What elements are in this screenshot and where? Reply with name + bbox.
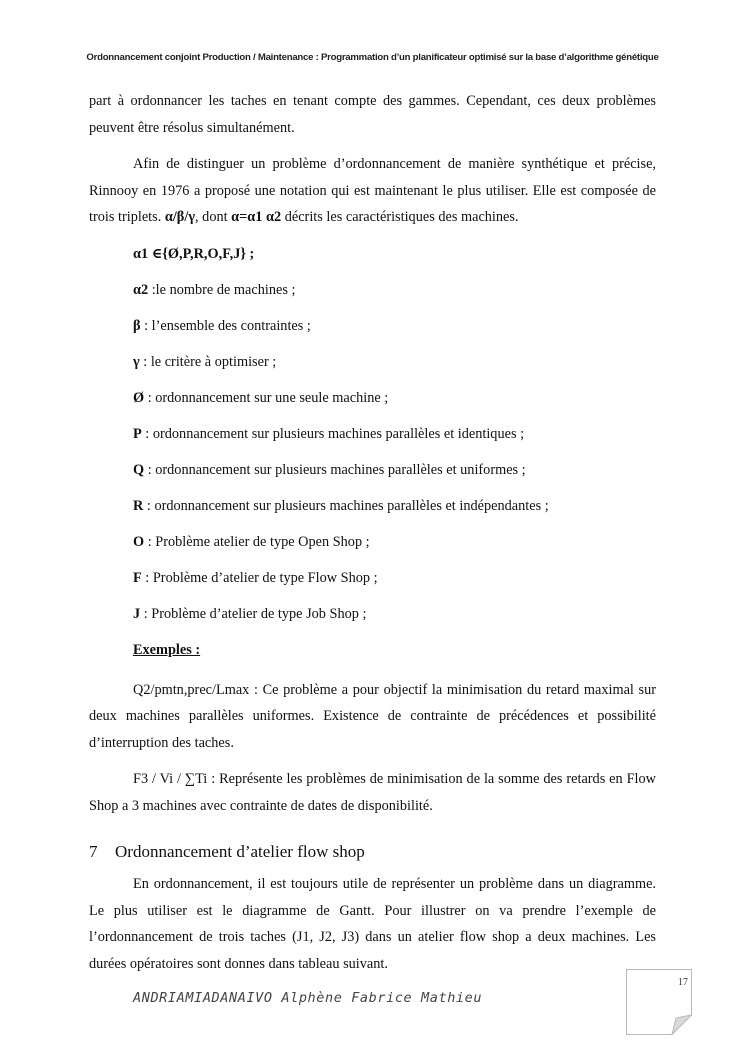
list-desc: : ordonnancement sur une seule machine ; — [144, 389, 389, 406]
list-term: O — [133, 533, 145, 550]
list-desc: : ordonnancement sur plusieurs machines parallèles et identiques ; — [141, 425, 525, 442]
list-desc: : l’ensemble des contraintes ; — [140, 317, 311, 334]
list-item — [89, 533, 656, 551]
paragraph-notation-intro — [89, 151, 656, 231]
running-header: Ordonnancement conjoint Production / Maintenance : Programmation d’un planificateur optimisé sur la base d’algorithme génétique — [86, 52, 659, 63]
list-term: F — [133, 569, 142, 586]
list-desc: : Problème d’atelier de type Flow Shop ; — [141, 569, 378, 586]
examples-heading: Exemples : — [133, 641, 201, 658]
list-item — [89, 245, 656, 263]
alpha-definition: α=α1 α2 — [231, 209, 282, 225]
list-desc: : ordonnancement sur plusieurs machines parallèles et indépendantes ; — [143, 497, 549, 514]
section-paragraph: En ordonnancement, il est toujours utile de représenter un problème dans un diagramme. Le plus utiliser est le diagramme de Gantt. Pour illustrer on va prendre l’exemple de l’ordonnancement de trois taches (J1, J2, J3) dans un atelier flow shop a deux machines. Les durées opératoires sont donnes dans tableau suivant. — [89, 876, 656, 972]
list-term: β — [133, 317, 141, 334]
list-term: α1 ∈{Ø,P,R,O,F,J} ; — [133, 245, 255, 262]
footer-author: ANDRIAMIADANAIVO Alphène Fabrice Mathieu — [133, 990, 483, 1006]
page-number: 17 — [678, 977, 688, 988]
list-term: J — [133, 605, 141, 622]
notation-intro-text: Afin de distinguer un problème d’ordonnancement de manière synthétique et précise, Rinnooy en 1976 a proposé une notation qui est maintenant le plus utiliser. Elle est composée de trois triplets. — [89, 156, 656, 225]
example-paragraph-2: F3 / Vi / ∑Ti : Représente les problèmes de minimisation de la somme des retards en Flow Shop a 3 machines avec contrainte de dates de disponibilité. — [89, 771, 656, 814]
list-term: Q — [133, 461, 145, 478]
list-item — [89, 461, 656, 479]
list-item — [89, 605, 656, 623]
paragraph-continuation: part à ordonnancer les taches en tenant compte des gammes. Cependant, ces deux problèmes peuvent être résolus simultanément. — [89, 93, 656, 136]
section-number: 7 — [89, 842, 98, 861]
list-item — [89, 389, 656, 407]
list-desc: : Problème atelier de type Open Shop ; — [144, 533, 370, 550]
list-item — [89, 353, 656, 371]
notation-list — [89, 245, 656, 659]
list-desc: : Problème d’atelier de type Job Shop ; — [140, 605, 367, 622]
examples-heading-row — [89, 641, 656, 659]
list-term: P — [133, 425, 142, 442]
list-item — [89, 569, 656, 587]
list-desc: : le critère à optimiser ; — [139, 353, 277, 370]
example-paragraph-1: Q2/pmtn,prec/Lmax : Ce problème a pour objectif la minimisation du retard maximal sur deux machines parallèles uniformes. Existence de contrainte de précédences et possibilité d’interruption des taches. — [89, 681, 656, 751]
list-item — [89, 497, 656, 515]
notation-mid-text: , dont — [195, 209, 228, 225]
list-desc: :le nombre de machines ; — [148, 281, 296, 298]
body-text — [89, 88, 656, 987]
page-number-box — [626, 969, 692, 1035]
section-title: Ordonnancement d’atelier flow shop — [115, 842, 365, 861]
list-term: γ — [133, 353, 140, 370]
list-term: Ø — [133, 389, 145, 406]
list-desc: : ordonnancement sur plusieurs machines parallèles et uniformes ; — [144, 461, 526, 478]
section-heading — [89, 841, 656, 863]
list-item — [89, 425, 656, 443]
notation-triplet: α/β/γ — [164, 209, 196, 225]
notation-end-text: décrits les caractéristiques des machines. — [284, 209, 519, 225]
list-item — [89, 317, 656, 335]
list-term: R — [133, 497, 144, 514]
list-item — [89, 281, 656, 299]
list-term: α2 — [133, 281, 149, 298]
